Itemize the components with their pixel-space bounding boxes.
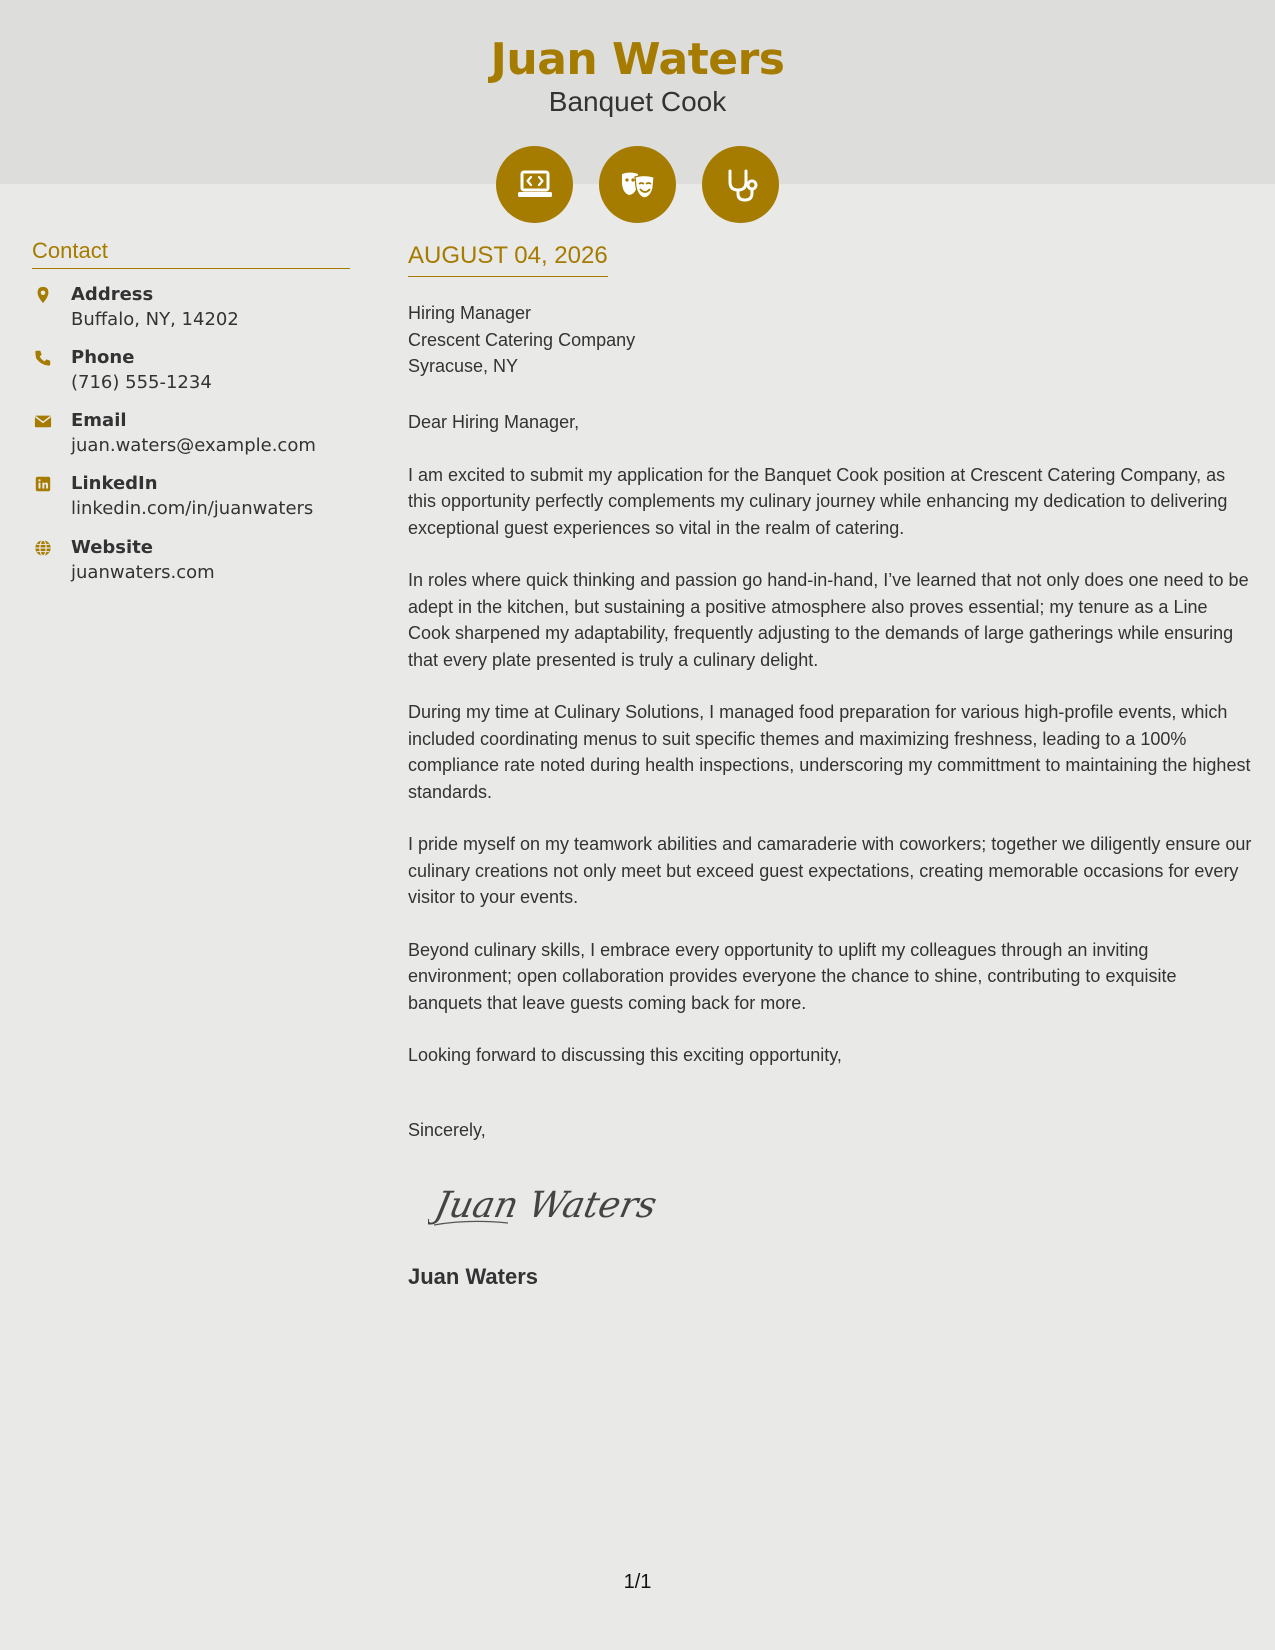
signer-name: Juan Waters — [408, 1264, 539, 1289]
closing: Sincerely, — [408, 1120, 486, 1140]
handwritten-signature — [428, 1175, 668, 1235]
globe-icon — [34, 539, 52, 557]
contact-value: (716) 555-1234 — [71, 372, 212, 393]
letter-body — [408, 409, 1253, 1095]
page-number: 1/1 — [623, 1571, 652, 1593]
body-paragraph: During my time at Culinary Solutions, I managed food preparation for various high-profile events, which included coordinating menus to suit specific themes and maximizing freshness, leading to a 100% compliance rate noted during health inspections, underscoring my committment to maintaining the highest standards. — [408, 702, 1251, 802]
applicant-name: Juan Waters — [490, 34, 785, 85]
email-link[interactable]: juan.waters@example.com — [71, 435, 316, 456]
contact-label: Email — [71, 410, 127, 431]
letter-date: AUGUST 04, 2026 — [408, 242, 608, 277]
map-pin-icon — [34, 286, 52, 304]
contact-label: Address — [71, 284, 154, 305]
phone-icon — [34, 349, 52, 367]
contact-heading: Contact — [32, 238, 350, 269]
job-title: Banquet Cook — [548, 86, 727, 117]
linkedin-link[interactable]: linkedin.com/in/juanwaters — [71, 498, 314, 519]
recipient-line: Hiring Manager — [408, 303, 532, 323]
linkedin-icon — [34, 475, 52, 493]
contact-value: Buffalo, NY, 14202 — [71, 309, 239, 330]
body-paragraph: In roles where quick thinking and passion go hand-in-hand, I’ve learned that not only does one need to be adept in the kitchen, but sustaining a positive atmosphere also proves essential; my tenure as a Line Cook sharpened my adaptability, frequently adjusting to the demands of large gatherings while ensuring that every plate presented is truly a culinary delight. — [408, 570, 1249, 670]
recipient-line: Crescent Catering Company — [408, 329, 636, 350]
body-paragraph: I pride myself on my teamwork abilities and camaraderie with coworkers; together we diligently ensure our culinary creations not only meet but exceed guest expectations, creating memorable occasions for every visitor to your events. — [408, 834, 1252, 907]
closing-paragraph: Looking forward to discussing this exciting opportunity, — [408, 1045, 842, 1065]
contact-label: Website — [71, 537, 154, 558]
contact-label: LinkedIn — [71, 473, 158, 494]
envelope-icon — [34, 412, 52, 430]
laptop-code-icon — [496, 146, 573, 223]
stethoscope-icon — [702, 146, 779, 223]
svg-text:Juan Waters: Juan Waters — [431, 1183, 661, 1226]
contact-label: Phone — [71, 347, 135, 368]
recipient-block — [408, 300, 635, 380]
theater-masks-icon — [599, 146, 676, 223]
body-paragraph: I am excited to submit my application for the Banquet Cook position at Crescent Catering Company, as this opportunity perfectly complements my culinary journey while enhancing my dedication to delivering exceptional guest experiences so vital in the realm of catering. — [408, 464, 1228, 538]
website-link[interactable]: juanwaters.com — [71, 562, 215, 583]
salutation: Dear Hiring Manager, — [408, 412, 580, 432]
body-paragraph: Beyond culinary skills, I embrace every opportunity to uplift my colleagues through an inviting environment; open collaboration provides everyone the chance to shine, contributing to exquisite banquets that leave guests coming back for more. — [408, 939, 1177, 1013]
recipient-line: Syracuse, NY — [408, 356, 519, 376]
